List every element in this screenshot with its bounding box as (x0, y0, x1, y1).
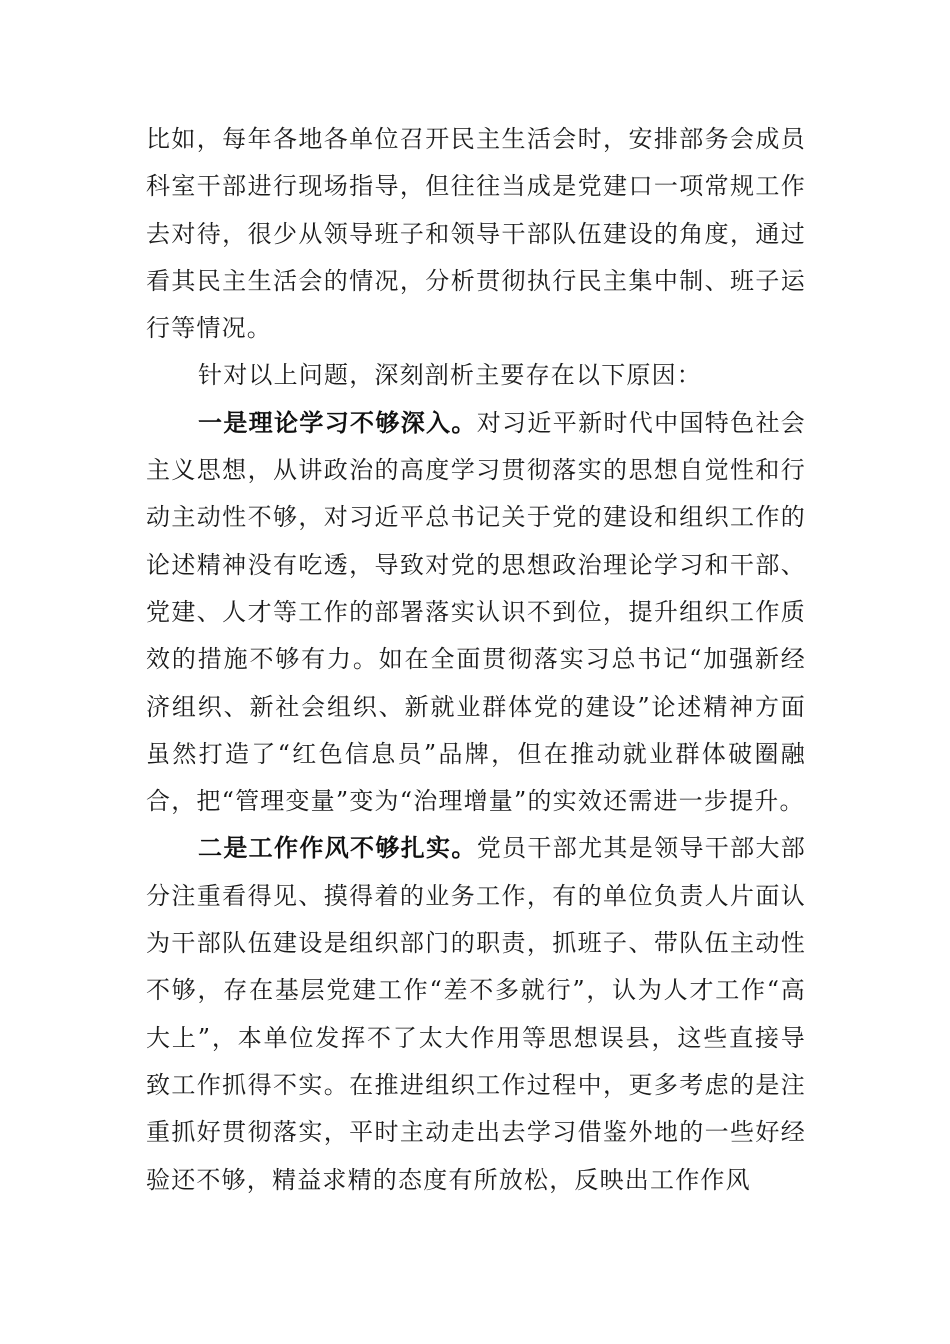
paragraph-continuation (146, 116, 806, 352)
paragraph-reason-2 (146, 825, 806, 1203)
paragraph-text: 比如，每年各地各单位召开民主生活会时，安排部务会成员科室干部进行现场指导，但往往当成是党建口一项常规工作去对待，很少从领导班子和领导干部队伍建设的角度，通过看其民主生活会的情况，分析贯彻执行民主集中制、班子运行等情况。 (146, 125, 806, 343)
paragraph-text: 党员干部尤其是领导干部大部分注重看得见、摸得着的业务工作，有的单位负责人片面认为干部队伍建设是组织部门的职责，抓班子、带队伍主动性不够，存在基层党建工作“差不多就行”，认为人才工作“高大上”，本单位发挥不了太大作用等思想误县，这些直接导致工作抓得不实。在推进组织工作过程中，更多考虑的是注重抓好贯彻落实，平时主动走出去学习借鉴外地的一些好经验还不够，精益求精的态度有所放松，反映出工作作风 (146, 834, 806, 1194)
paragraph-text: 针对以上问题，深刻剖析主要存在以下原因： (198, 361, 702, 390)
paragraph-heading: 二是工作作风不够扎实。 (198, 834, 477, 863)
paragraph-heading: 一是理论学习不够深入。 (198, 408, 477, 437)
paragraph-text: 对习近平新时代中国特色社会主义思想，从讲政治的高度学习贯彻落实的思想自觉性和行动主动性不够，对习近平总书记关于党的建设和组织工作的论述精神没有吃透，导致对党的思想政治理论学习和干部、党建、人才等工作的部署落实认识不到位，提升组织工作质效的措施不够有力。如在全面贯彻落实习总书记“加强新经济组织、新社会组织、新就业群体党的建设”论述精神方面虽然打造了“红色信息员”品牌，但在推动就业群体破圈融合，把“管理变量”变为“治理增量”的实效还需进一步提升。 (146, 408, 806, 816)
paragraph-intro (146, 352, 806, 399)
paragraph-reason-1 (146, 400, 806, 826)
document-body (146, 116, 806, 1204)
